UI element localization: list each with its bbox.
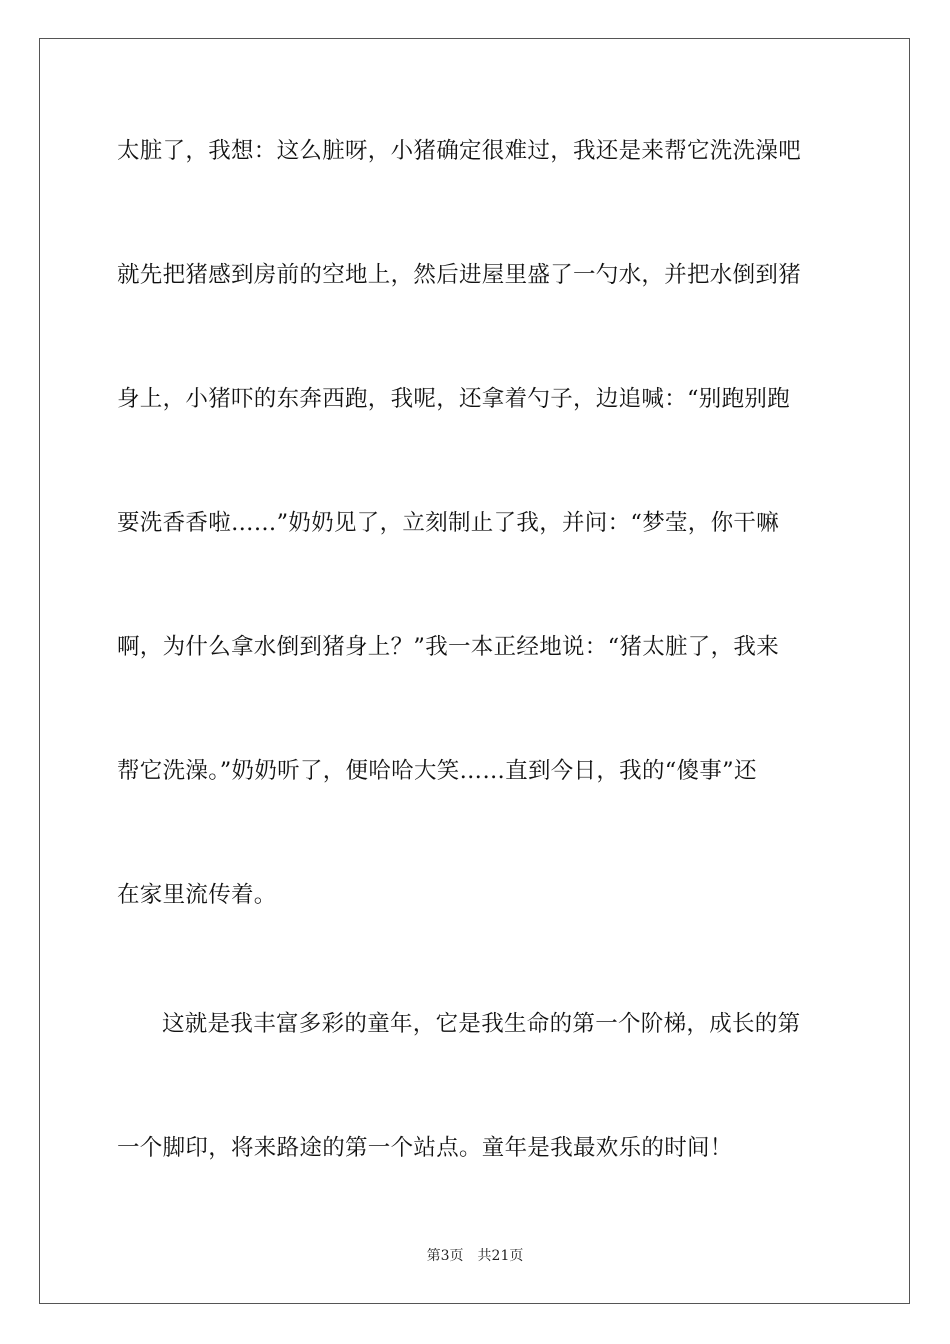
page-footer <box>0 1247 950 1265</box>
text-line-2: 就先把猪感到房前的空地上，然后进屋里盛了一勺水，并把水倒到猪 <box>117 262 802 288</box>
text-line-3: 身上，小猪吓的东奔西跑，我呢，还拿着勺子，边追喊：“别跑别跑 <box>117 386 791 412</box>
paragraph-2-line-2: 一个脚印，将来路途的第一个站点。童年是我最欢乐的时间！ <box>117 1135 733 1161</box>
text-line-5: 啊，为什么拿水倒到猪身上？”我一本正经地说：“猪太脏了，我来 <box>117 634 780 660</box>
paragraph-2-line-1: 这就是我丰富多彩的童年，它是我生命的第一个阶梯，成长的第 <box>162 1011 801 1037</box>
page-total: 共21页 <box>477 1248 524 1264</box>
page-border <box>39 38 910 1304</box>
text-line-6: 帮它洗澡。”奶奶听了，便哈哈大笑……直到今日，我的“傻事”还 <box>117 758 757 784</box>
page-number: 第3页 <box>426 1248 464 1264</box>
text-line-1: 太脏了，我想：这么脏呀，小猪确定很难过，我还是来帮它洗洗澡吧 <box>117 138 802 164</box>
text-line-4: 要洗香香啦……”奶奶见了，立刻制止了我，并问：“梦莹，你干嘛 <box>117 510 780 536</box>
text-line-7: 在家里流传着。 <box>117 882 277 908</box>
